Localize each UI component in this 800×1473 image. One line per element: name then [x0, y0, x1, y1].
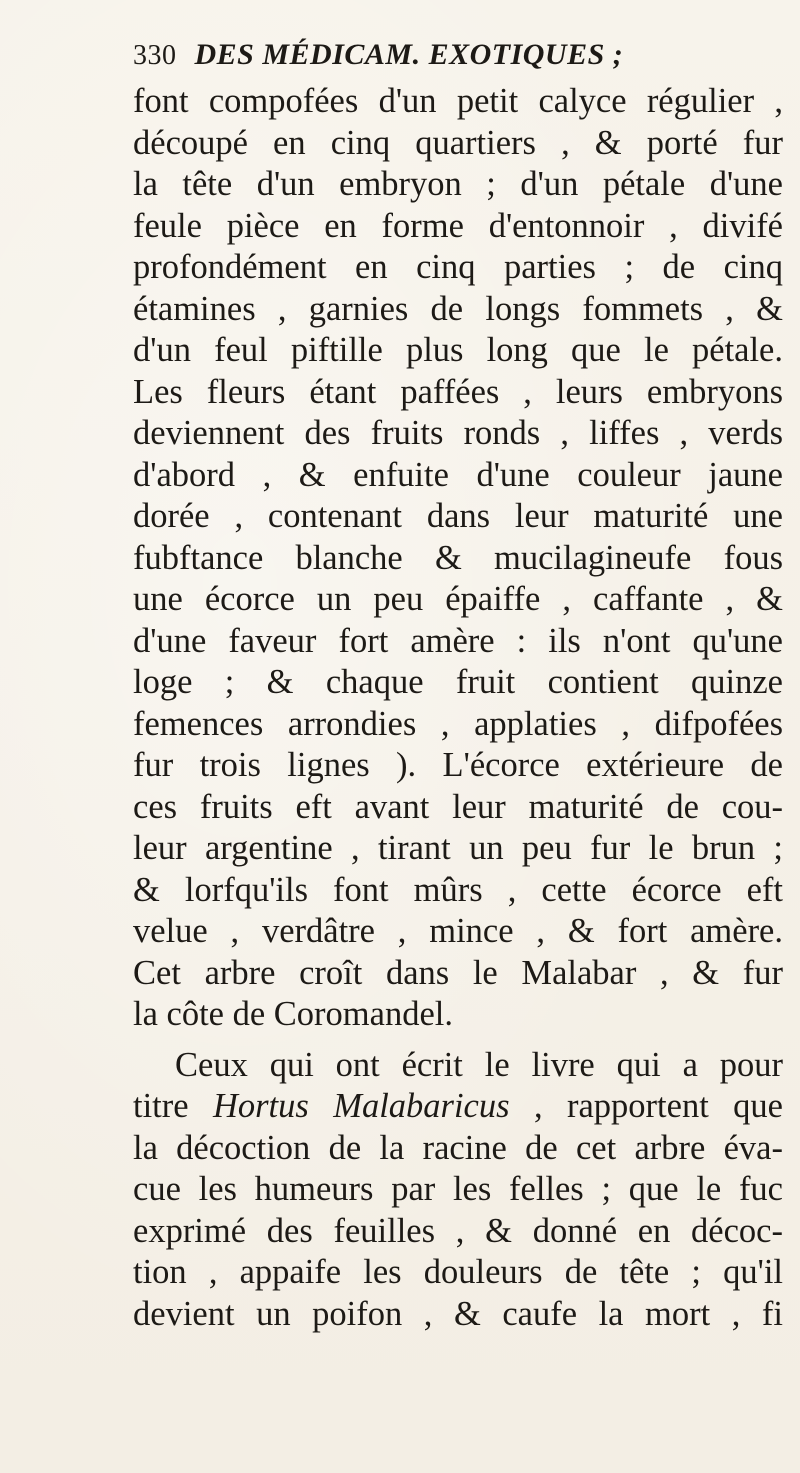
- running-header: [133, 38, 773, 82]
- body-text: [133, 81, 783, 1335]
- text-line: Cet arbre croît dans le Malabar , & fur: [133, 953, 783, 992]
- text-line: & lorfqu'ils font mûrs , cette écorce eft: [133, 870, 783, 909]
- text-line: fubftance blanche & mucilagineufe fous: [133, 538, 783, 577]
- text-line: la décoction de la racine de cet arbre éva-: [133, 1128, 783, 1167]
- text-line: font compofées d'un petit calyce régulier ,: [133, 82, 783, 120]
- paragraph-2: [133, 1045, 783, 1336]
- running-title: DES MÉDICAM. EXOTIQUES ;: [194, 38, 624, 71]
- page-number: 330: [133, 40, 177, 71]
- text-line: leur argentine , tirant un peu fur le brun ;: [133, 829, 783, 867]
- text-line: ces fruits eft avant leur maturité de cou-: [133, 787, 783, 826]
- text-line: velue , verdâtre , mince , & fort amère.: [133, 912, 783, 950]
- text-line: fur trois lignes ). L'écorce extérieure de: [133, 746, 783, 784]
- paragraph-1: [133, 81, 783, 1036]
- text-line: tion , appaife les douleurs de tête ; qu'il: [133, 1253, 783, 1291]
- text-line: femences arrondies , applaties , difpofées: [133, 704, 783, 743]
- paragraph-gap: [133, 1036, 783, 1045]
- text-line: cue les humeurs par les felles ; que le fuc: [133, 1170, 783, 1208]
- text-line: dorée , contenant dans leur maturité une: [133, 497, 783, 535]
- book-title-italic: Hortus Malabaricus: [212, 1087, 510, 1125]
- text-span: titre: [133, 1087, 213, 1125]
- text-line: une écorce un peu épaiffe , caffante , &: [133, 580, 783, 618]
- text-line: feule pièce en forme d'entonnoir , divifé: [133, 206, 783, 245]
- text-line: Ceux qui ont écrit le livre qui a pour: [175, 1045, 783, 1084]
- text-line: profondément en cinq parties ; de cinq: [133, 248, 783, 286]
- text-line: d'un feul piftille plus long que le pétale.: [133, 331, 783, 369]
- text-line: loge ; & chaque fruit contient quinze: [133, 663, 783, 701]
- text-line: deviennent des fruits ronds , liffes , verds: [133, 414, 783, 452]
- text-line: Les fleurs étant paffées , leurs embryons: [133, 372, 783, 411]
- text-line: la côte de Coromandel.: [133, 995, 453, 1033]
- text-span: , rapportent que: [509, 1087, 783, 1125]
- text-line: d'abord , & enfuite d'une couleur jaune: [133, 455, 783, 494]
- text-line: étamines , garnies de longs fommets , &: [133, 289, 783, 328]
- text-line: d'une faveur fort amère : ils n'ont qu'une: [133, 621, 783, 660]
- text-line: découpé en cinq quartiers , & porté fur: [133, 123, 783, 162]
- text-line: la tête d'un embryon ; d'un pétale d'une: [133, 165, 783, 203]
- text-line: devient un poifon , & caufe la mort , fi: [133, 1294, 783, 1333]
- text-line-with-italic-title: [133, 1086, 783, 1128]
- text-line: exprimé des feuilles , & donné en décoc-: [133, 1211, 783, 1250]
